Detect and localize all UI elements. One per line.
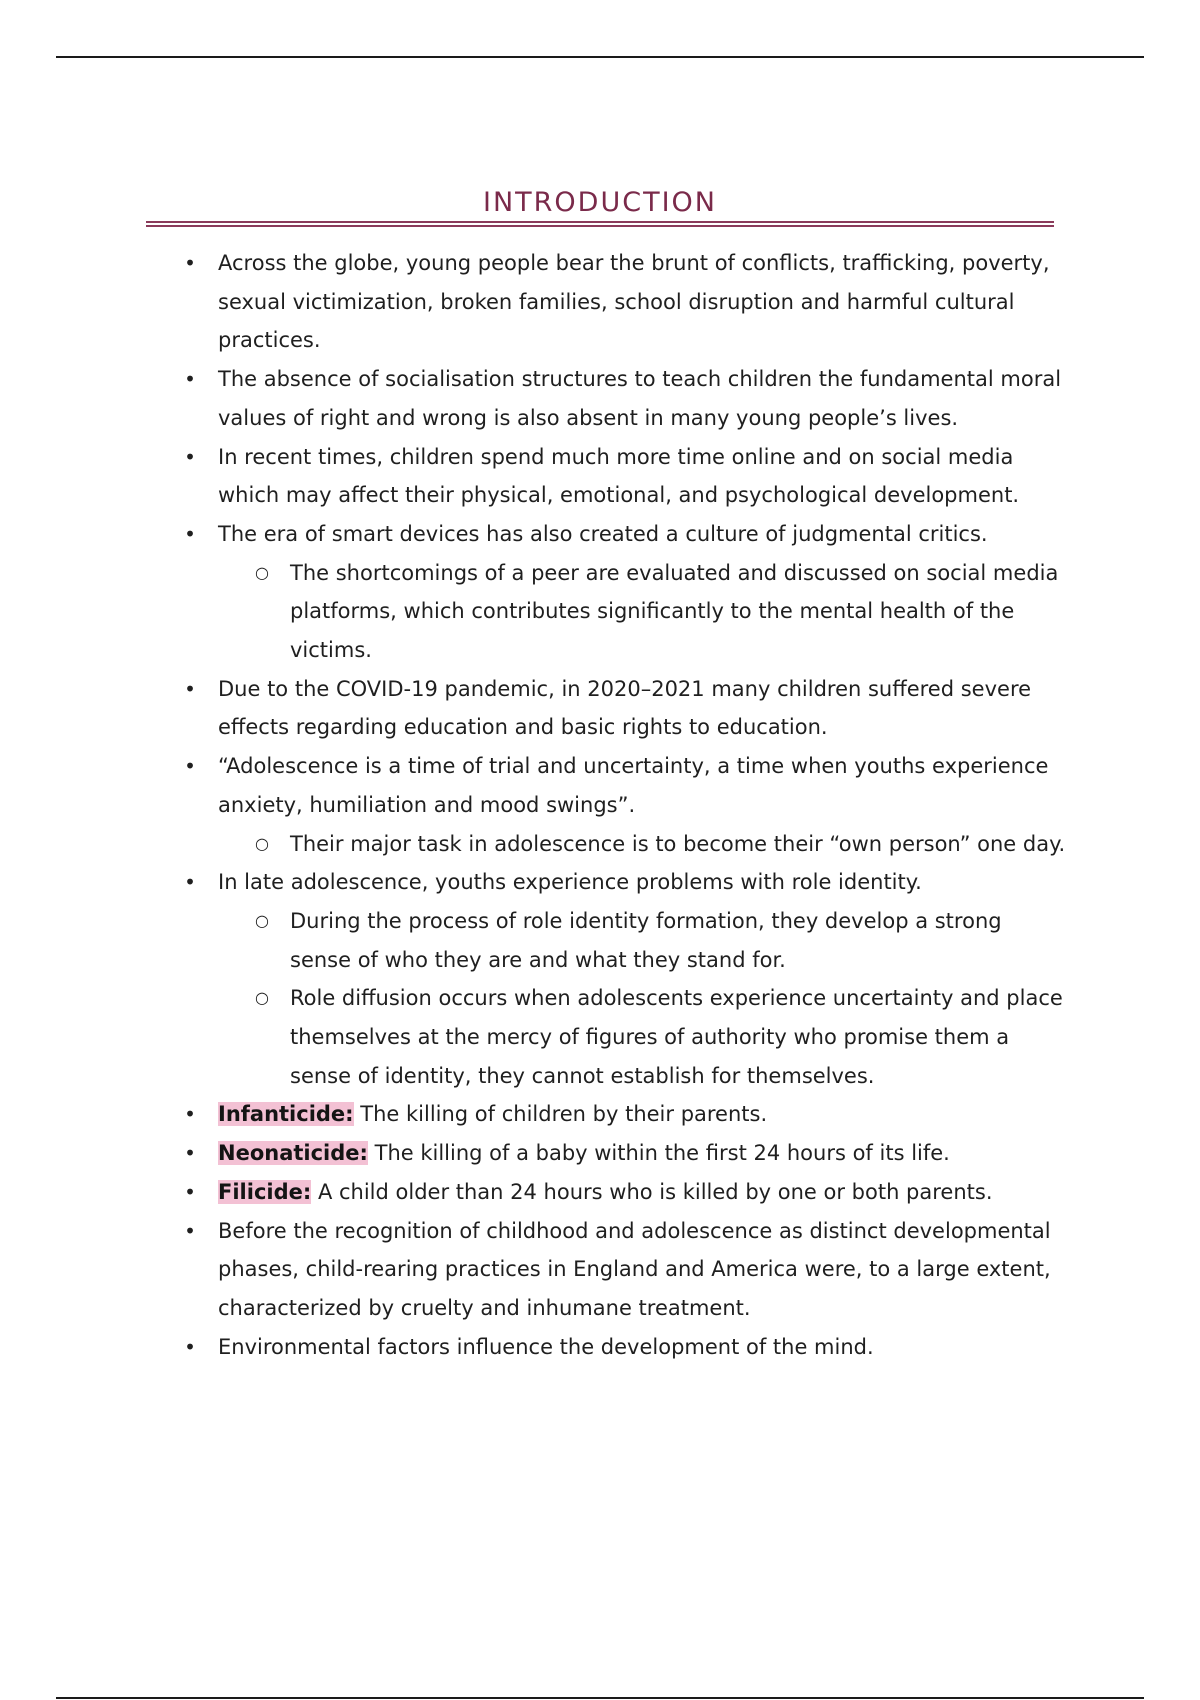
list-item (146, 438, 1066, 515)
page-title: INTRODUCTION (483, 187, 717, 218)
definition-item-filicide (146, 1173, 1066, 1212)
definition-text: The killing of children by their parents. (353, 1102, 768, 1127)
list-item (146, 1212, 1066, 1328)
bullet-icon: • (184, 1218, 196, 1243)
definition-text: A child older than 24 hours who is killed by one or both parents. (311, 1179, 993, 1204)
header-rule (56, 56, 1144, 58)
list-item-text: Before the recognition of childhood and adolescence as distinct developmental phases, child-rearing practices in England and America were, to a large extent, characterized by cruelty and inhumane treatment. (218, 1218, 1051, 1320)
list-item-text: Due to the COVID-19 pandemic, in 2020–2021 many children suffered severe effects regarding education and basic rights to education. (218, 676, 1032, 740)
list-item-text: Across the globe, young people bear the brunt of conflicts, trafficking, poverty, sexual victimization, broken families, school disruption and harmful cultural practices. (218, 251, 1050, 353)
sub-list-item (146, 902, 1066, 979)
list-item (146, 863, 1066, 902)
bullet-icon: • (184, 521, 196, 546)
list-item (146, 515, 1066, 554)
sub-list-item (146, 554, 1066, 670)
definition-item-infanticide (146, 1095, 1066, 1134)
bullet-list (146, 244, 1066, 1366)
sub-bullet-icon: ○ (255, 562, 269, 582)
bullet-icon: • (184, 754, 196, 779)
sub-bullet-icon: ○ (255, 910, 269, 930)
sub-list-item (146, 825, 1066, 864)
sub-list-item (146, 979, 1066, 1095)
list-item-text: Environmental factors influence the development of the mind. (218, 1334, 874, 1359)
list-item-text: During the process of role identity formation, they develop a strong sense of who they are and what they stand for. (290, 908, 1002, 972)
list-item-text: Role diffusion occurs when adolescents experience uncertainty and place themselves at the mercy of figures of authority who promise them a sense of identity, they cannot establish for themselves. (290, 986, 1063, 1088)
list-item-text: “Adolescence is a time of trial and uncertainty, a time when youths experience anxiety, humiliation and mood swings”. (218, 754, 1049, 817)
sub-bullet-icon: ○ (255, 833, 269, 853)
list-item-text: The shortcomings of a peer are evaluated and discussed on social media platforms, which contributes significantly to the mental health of the victims. (290, 560, 1059, 663)
bullet-icon: • (184, 1141, 196, 1166)
list-item (146, 360, 1066, 437)
highlighted-term: Neonaticide: (218, 1141, 368, 1166)
list-item-text: The era of smart devices has also created a culture of judgmental critics. (218, 521, 988, 546)
bullet-icon: • (184, 1179, 196, 1204)
definition-text: The killing of a baby within the first 24 hours of its life. (367, 1141, 950, 1166)
bullet-icon: • (184, 1102, 196, 1127)
definition-item-neonaticide (146, 1134, 1066, 1173)
list-item-text: In recent times, children spend much more time online and on social media which may affect their physical, emotional, and psychological development. (218, 444, 1020, 508)
list-item-text: The absence of socialisation structures to teach children the fundamental moral values of right and wrong is also absent in many young people’s lives. (218, 367, 1062, 430)
bullet-icon: • (184, 870, 196, 895)
list-item (146, 747, 1066, 824)
bullet-icon: • (184, 444, 196, 469)
list-item (146, 244, 1066, 360)
bullet-icon: • (184, 676, 196, 701)
highlighted-term: Filicide: (218, 1179, 312, 1204)
list-item (146, 1328, 1066, 1367)
footer-rule (56, 1697, 1144, 1699)
bullet-icon: • (184, 251, 196, 275)
list-item (146, 670, 1066, 747)
bullet-icon: • (184, 367, 196, 392)
list-item-text: In late adolescence, youths experience problems with role identity. (218, 870, 922, 895)
sub-bullet-icon: ○ (255, 988, 269, 1008)
highlighted-term: Infanticide: (218, 1102, 354, 1127)
bullet-icon: • (184, 1334, 196, 1359)
title-underline (146, 221, 1054, 227)
list-item-text: Their major task in adolescence is to become their “own person” one day. (290, 831, 1066, 856)
